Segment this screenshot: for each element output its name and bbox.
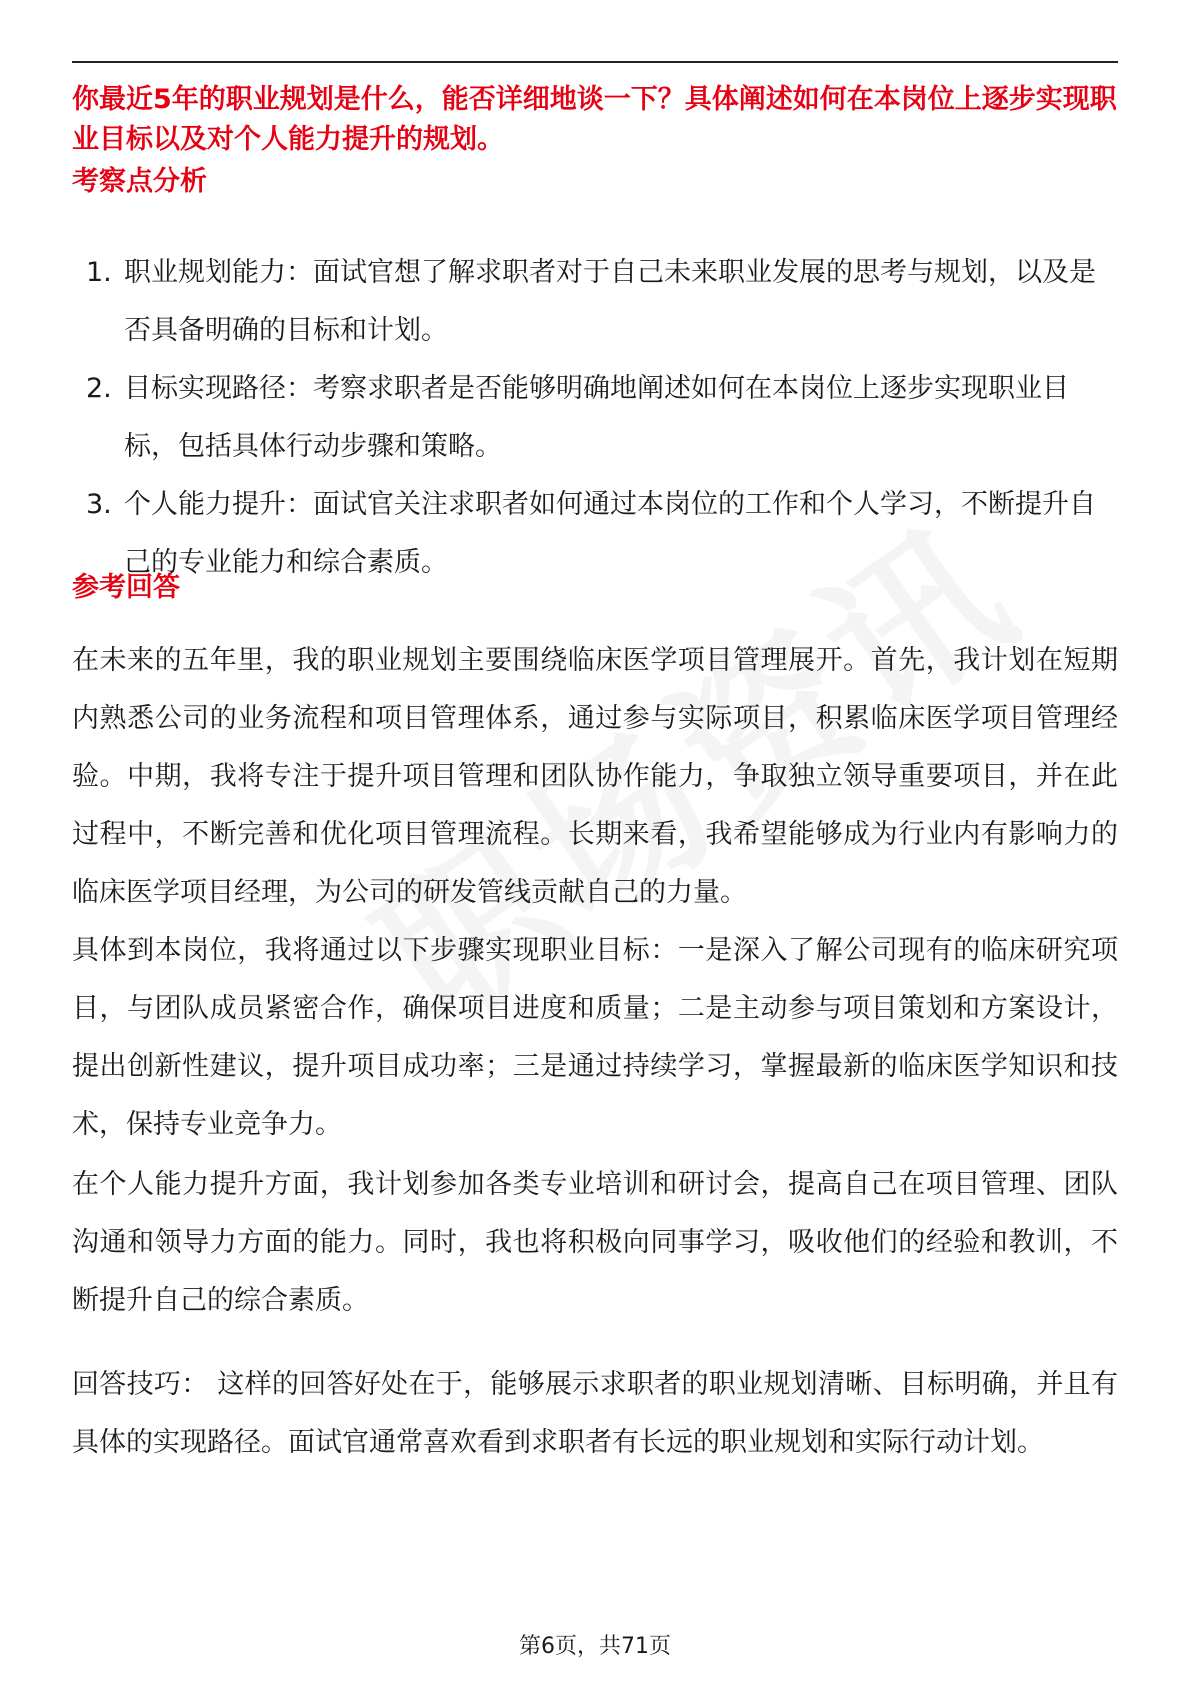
list-item	[72, 476, 1118, 592]
list-item-number: 3.	[86, 489, 112, 520]
list-item-text: 职业规划能力：面试官想了解求职者对于自己未来职业发展的思考与规划，以及是否具备明确的目标和计划。	[124, 257, 1096, 346]
answer-paragraph: 具体到本岗位，我将通过以下步骤实现职业目标：一是深入了解公司现有的临床研究项目，与团队成员紧密合作，确保项目进度和质量；二是主动参与项目策划和方案设计，提出创新性建议，提升项目成功率；三是通过持续学习，掌握最新的临床医学知识和技术，保持专业竞争力。	[72, 935, 1118, 1140]
list-item	[72, 244, 1118, 360]
list-item	[72, 360, 1118, 476]
top-divider	[72, 61, 1118, 63]
list-item-number: 1.	[86, 257, 112, 288]
answer-paragraph: 在个人能力提升方面，我计划参加各类专业培训和研讨会，提高自己在项目管理、团队沟通和领导力方面的能力。同时，我也将积极向同事学习，吸收他们的经验和教训，不断提升自己的综合素质。	[72, 1169, 1118, 1316]
analysis-heading: 考察点分析	[72, 166, 207, 197]
answer-tips-paragraph: 回答技巧： 这样的回答好处在于，能够展示求职者的职业规划清晰、目标明确，并且有具体的实现路径。面试官通常喜欢看到求职者有长远的职业规划和实际行动计划。	[72, 1369, 1118, 1458]
list-item-text: 个人能力提升：面试官关注求职者如何通过本岗位的工作和个人学习，不断提升自己的专业能力和综合素质。	[124, 489, 1096, 578]
list-item-number: 2.	[86, 373, 112, 404]
answer-heading: 参考回答	[72, 572, 180, 603]
page-number: 第6页，共71页	[519, 1634, 671, 1659]
analysis-list	[72, 244, 1118, 592]
answer-paragraph: 在未来的五年里，我的职业规划主要围绕临床医学项目管理展开。首先，我计划在短期内熟悉公司的业务流程和项目管理体系，通过参与实际项目，积累临床医学项目管理经验。中期，我将专注于提升项目管理和团队协作能力，争取独立领导重要项目，并在此过程中，不断完善和优化项目管理流程。长期来看，我希望能够成为行业内有影响力的临床医学项目经理，为公司的研发管线贡献自己的力量。	[72, 645, 1118, 908]
list-item-text: 目标实现路径：考察求职者是否能够明确地阐述如何在本岗位上逐步实现职业目标，包括具体行动步骤和策略。	[124, 373, 1069, 462]
question-title: 你最近5年的职业规划是什么，能否详细地谈一下？具体阐述如何在本岗位上逐步实现职业目标以及对个人能力提升的规划。	[72, 84, 1117, 155]
